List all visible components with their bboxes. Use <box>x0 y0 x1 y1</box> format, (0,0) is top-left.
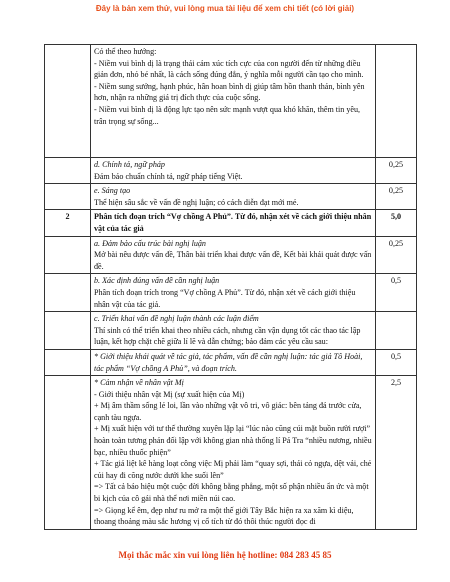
criterion-text: Mở bài nêu được vấn đề, Thân bài triển khai được vấn đề, Kết bài khái quát được vấn đề. <box>94 250 372 271</box>
number-cell <box>45 236 91 274</box>
text-line: + Tác giả liệt kê hàng loạt công việc Mị phải làm “quay sợi, thái cỏ ngựa, dệt vải, chẻ củi hay đi cõng nước dưới khe suối lên” <box>94 459 372 480</box>
number-cell <box>45 45 91 158</box>
preview-banner: Đây là bản xem thử, vui lòng mua tài liệu để xem chi tiết (có lời giải) <box>95 4 355 13</box>
number-cell <box>45 158 91 184</box>
number-cell <box>45 376 91 530</box>
number-cell <box>45 349 91 375</box>
text-line: => Giọng kể êm, đẹp như ru mở ra một thế giới Tây Bắc hiện ra xa xăm kì diệu, thoang thoảng màu sắc hương vị cổ tích từ đó thôi thúc người đọc đi <box>94 505 354 527</box>
score-cell <box>376 312 417 350</box>
number-cell <box>45 184 91 210</box>
answer-table <box>44 44 417 530</box>
text-line: - Niềm vui bình dị là động lực tạo nên sức mạnh vượt qua khó khăn, thêm tin yêu, trân trọng sự sống... <box>94 104 361 126</box>
table-row <box>45 158 417 184</box>
text-line: + Mị xuất hiện với tư thế thường xuyên lặp lại “lúc nào cũng cúi mặt buồn rười rượi” hoàn toàn tương phản đối lập với không gian nhà thống lí Pá Tra “nhiều nương, nhiều bạc, nhiều thuốc phiện” <box>94 424 372 457</box>
question-title: Phân tích đoạn trích “Vợ chồng A Phủ”. Từ đó, nhận xét về cách giới thiệu nhân vật của tác giả <box>91 210 376 236</box>
text-line: Có thể theo hướng: <box>94 47 157 56</box>
text-line: => Tất cả báo hiệu một cuộc đời không bằng phẳng, một số phận nhiều ẩn ức và một bi kịch của cô gái nhà thể nơi miền núi cao. <box>94 482 369 504</box>
score-cell: 0,25 <box>376 158 417 184</box>
criterion-title: d. Chính tả, ngữ pháp <box>94 160 165 169</box>
text-line: * Cảm nhận về nhân vật Mị <box>94 378 184 388</box>
content-cell <box>91 312 376 350</box>
table-row <box>45 274 417 312</box>
criterion-text: Phân tích đoạn trích trong “Vợ chồng A Phủ”. Từ đó, nhận xét về cách giới thiệu nhân vật của tác giả. <box>94 287 356 309</box>
content-cell <box>91 274 376 312</box>
text-line: + Mị âm thầm sống lẻ loi, lần vào những vật vô tri, vô giác: bên tảng đá trước cửa, cạnh tàu ngựa. <box>94 401 362 422</box>
score-cell: 0,25 <box>376 184 417 210</box>
content-cell: * Giới thiệu khái quát về tác giả, tác phẩm, vấn đề cần nghị luận: tác giả Tô Hoài, tác phẩm “Vợ chồng A Phủ”, và đoạn trích. <box>91 349 376 375</box>
criterion-title: c. Triển khai vấn đề nghị luận thành các luận điểm <box>94 314 259 324</box>
content-cell <box>91 376 376 530</box>
content-cell <box>91 236 376 274</box>
question-number: 2 <box>45 210 91 236</box>
criterion-text: Thể hiện sâu sắc về vấn đề nghị luận; có cách diễn đạt mới mẻ. <box>94 197 299 207</box>
criterion-text: Đảm bảo chuẩn chính tả, ngữ pháp tiếng Việt. <box>94 171 243 181</box>
table-row <box>45 312 417 350</box>
criterion-text: Thí sinh có thể triển khai theo nhiều cách, nhưng cần vận dụng tốt các thao tác lập luận, kết hợp chặt chẽ giữa lí lẽ và dẫn chứng; bảo đảm các yêu cầu sau: <box>94 325 361 347</box>
table-row <box>45 376 417 530</box>
score-cell: 0,5 <box>376 274 417 312</box>
table-row <box>45 184 417 210</box>
table-row <box>45 210 417 236</box>
text-line: - Niềm vui bình dị là trạng thái cảm xúc tích cực của con người đến từ những điều giản đơn, nhỏ bé nhất, là cách sống đúng đắn, ý nghĩa mỗi người cần tạo cho mình. <box>94 58 364 80</box>
score-cell: 0,5 <box>376 349 417 375</box>
content-cell <box>91 158 376 184</box>
table-row <box>45 45 417 158</box>
content-cell <box>91 184 376 210</box>
hotline-footer: Mọi thắc mắc xin vui lòng liên hệ hotline: 084 283 45 85 <box>118 550 332 560</box>
number-cell <box>45 274 91 312</box>
score-cell <box>376 45 417 158</box>
table-row <box>45 349 417 375</box>
content-cell <box>91 45 376 158</box>
score-cell: 5,0 <box>376 210 417 236</box>
text-line: - Giới thiệu nhân vật Mị (sự xuất hiện của Mị) <box>94 389 245 399</box>
number-cell <box>45 312 91 350</box>
score-cell: 2,5 <box>376 376 417 530</box>
score-cell: 0,25 <box>376 236 417 274</box>
criterion-title: e. Sáng tạo <box>94 186 131 196</box>
criterion-title: b. Xác định đúng vấn đề cần nghị luận <box>94 276 220 286</box>
text-line: - Niềm sung sướng, hạnh phúc, hân hoan bình dị giúp tâm hồn thanh thản, bình yên hơn, nhận ra những giá trị đích thực của cuộc sống. <box>94 81 365 103</box>
criterion-title: a. Đảm bảo cấu trúc bài nghị luận <box>94 238 206 248</box>
table-row <box>45 236 417 274</box>
